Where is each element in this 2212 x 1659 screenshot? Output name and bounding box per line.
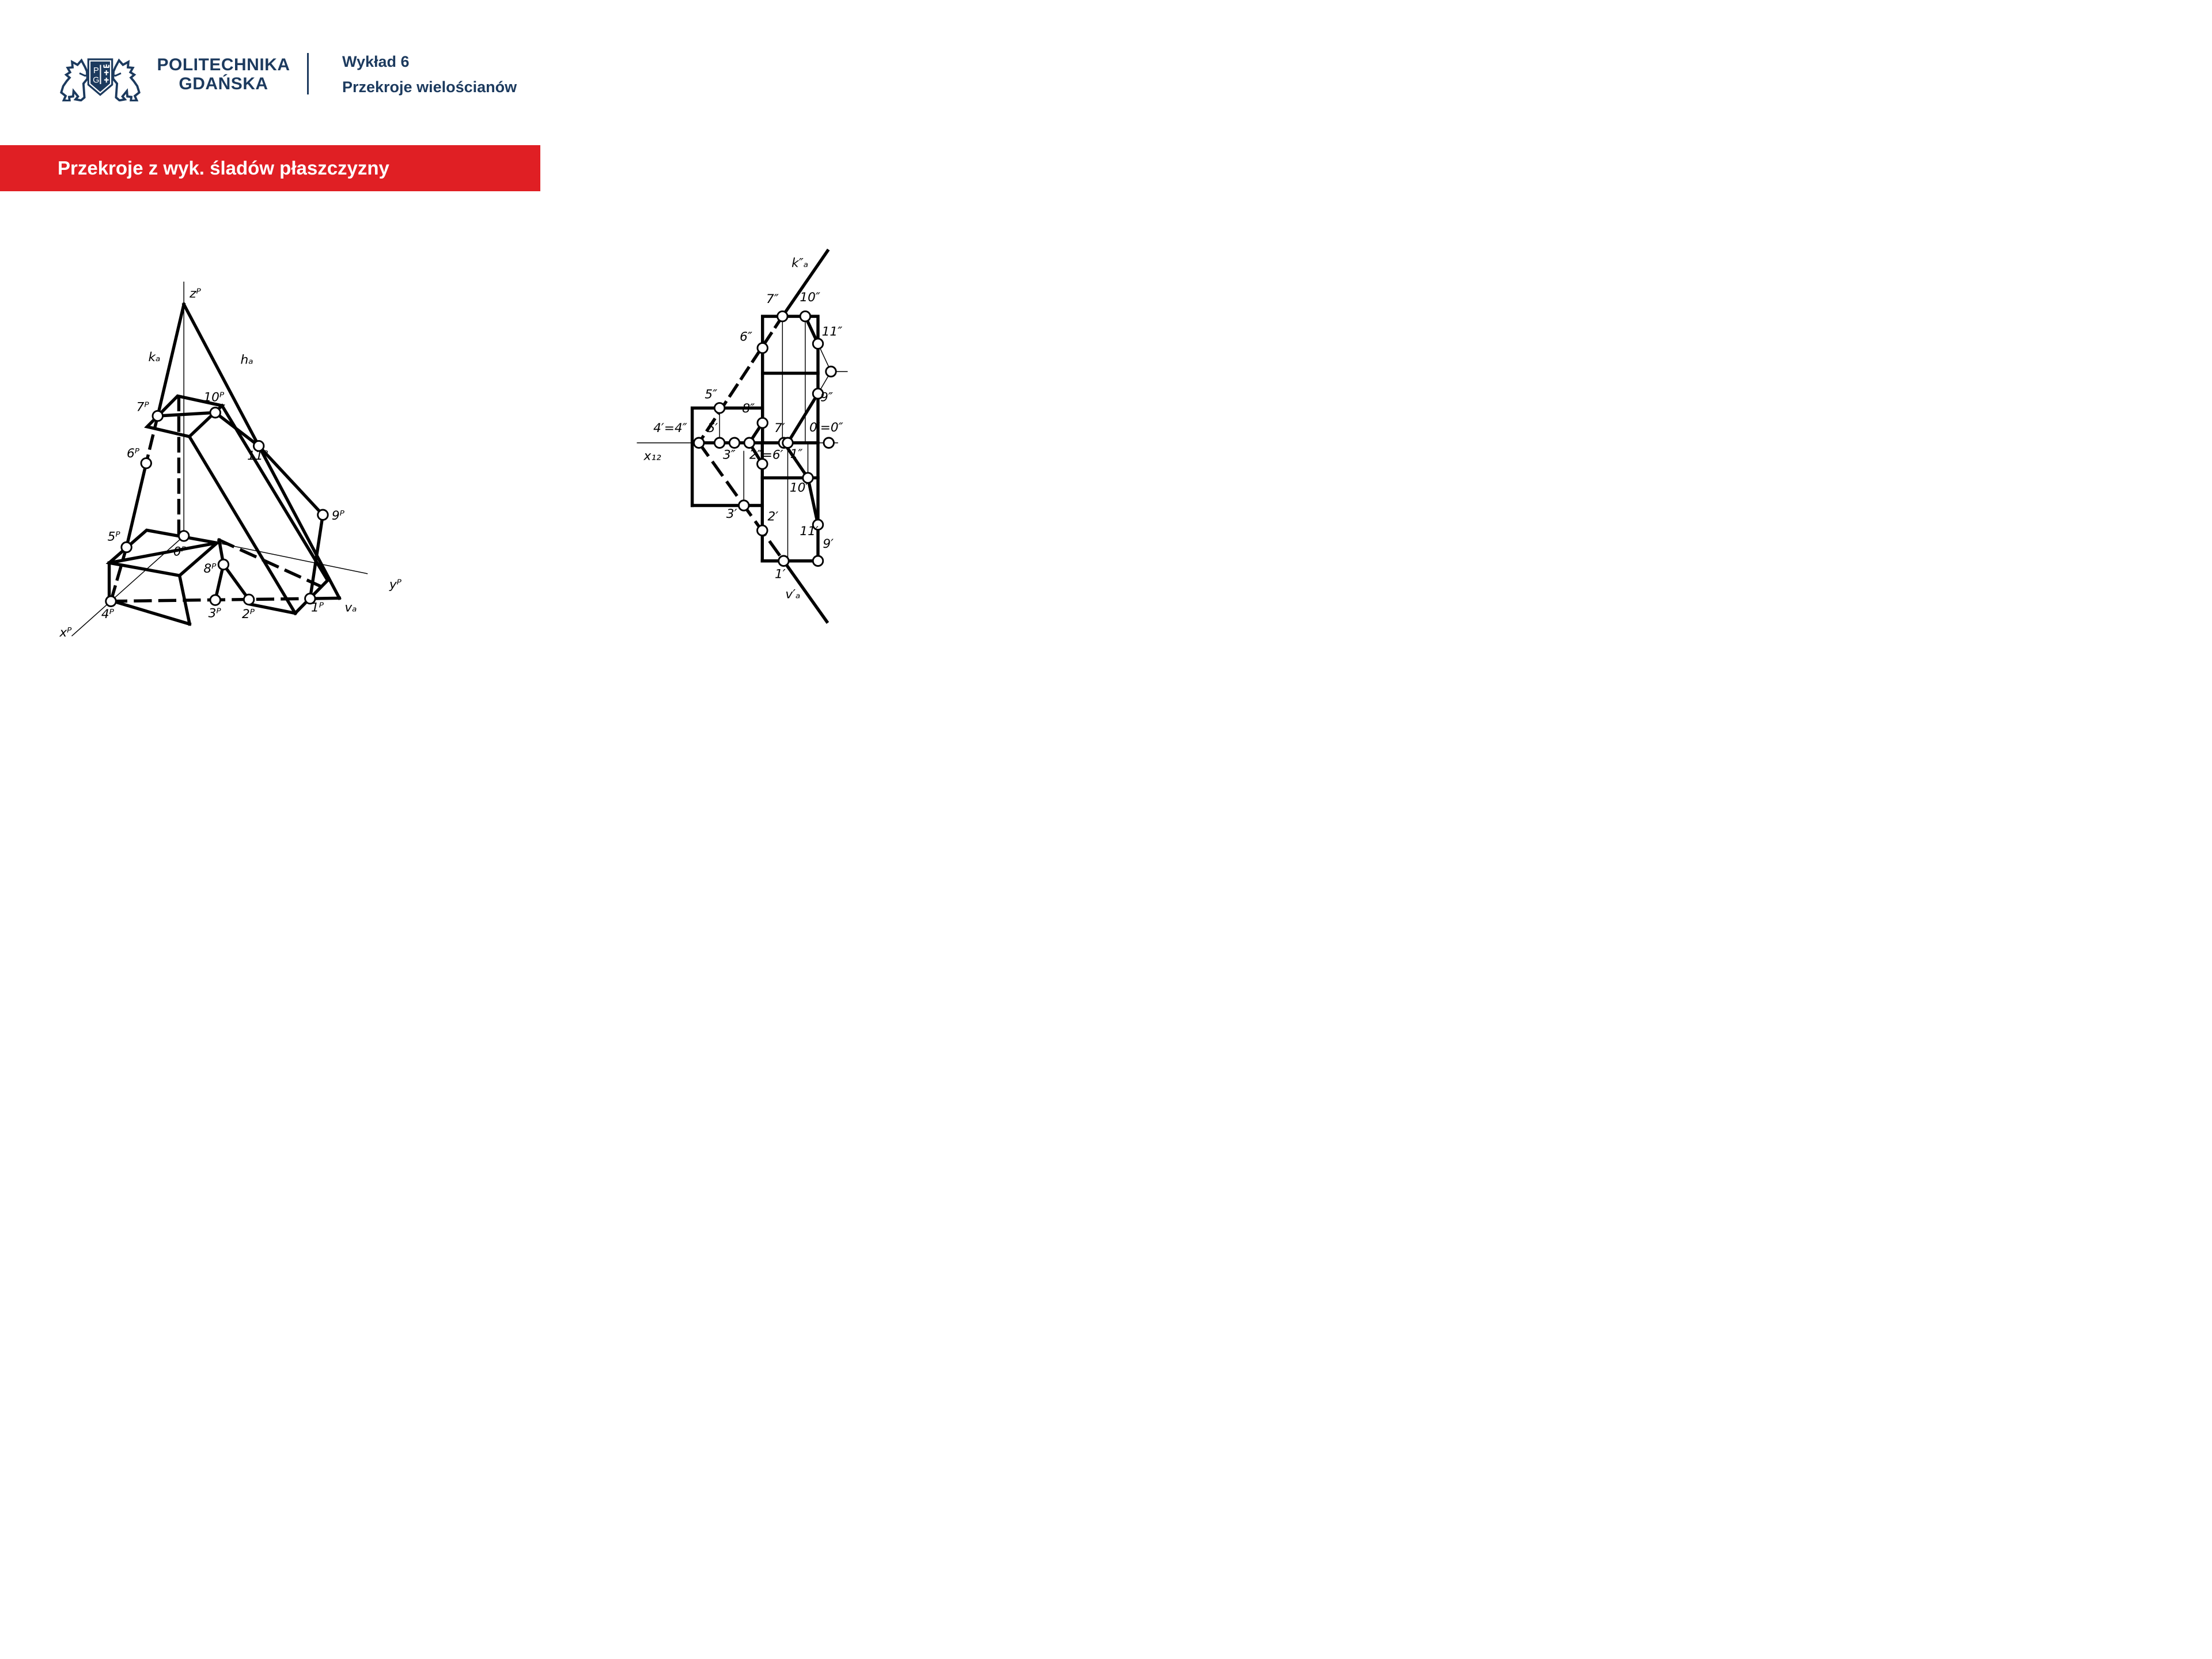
point-label: 7″: [766, 291, 779, 306]
point-label: 11″: [821, 324, 843, 339]
point-label: v′ₐ: [785, 587, 801, 602]
point-marker-3': [739, 501, 749, 511]
point-label: yᴾ: [389, 577, 402, 592]
point-label: 1ᴾ: [311, 600, 324, 615]
point-marker-5P: [122, 542, 132, 552]
point-marker-9P: [318, 510, 328, 520]
point-label: 1″: [790, 447, 803, 461]
low-box-bottom-edge: [109, 600, 190, 624]
point-label: 11ᴾ: [247, 448, 268, 463]
point-marker-7'': [778, 311, 788, 321]
point-marker-6'': [757, 343, 768, 353]
point-label: 10ᴾ: [203, 390, 225, 405]
point-marker-0: [824, 438, 834, 448]
point-marker-3'': [729, 438, 740, 448]
point-label: 3ᴾ: [208, 606, 221, 621]
point-marker-0P: [179, 531, 189, 541]
point-label: xᴾ: [59, 626, 72, 640]
point-marker-2'': [744, 438, 755, 448]
point-label: 8ᴾ: [203, 561, 217, 576]
point-label: 0′=0″: [809, 421, 843, 435]
point-marker-4: [694, 438, 704, 448]
point-label: kₐ: [148, 350, 161, 365]
point-label: 2″=6′: [749, 448, 783, 463]
point-label: hₐ: [240, 353, 253, 368]
point-marker-7P: [153, 411, 163, 421]
tall-box-edge-front: [190, 437, 296, 613]
point-label: 11′: [800, 524, 819, 539]
logo-letter-g: G: [93, 75, 100, 85]
point-label: 8″: [742, 401, 755, 416]
tall-box-bottom-left: [249, 604, 295, 613]
slide: [0, 0, 922, 691]
lecture-subtitle: Przekroje wielościanów: [342, 78, 517, 96]
point-marker-3P: [210, 595, 221, 605]
point-label: 4′=4″: [653, 421, 687, 435]
point-label: 9″: [820, 390, 834, 405]
point-marker-1': [779, 556, 789, 566]
logo-letter-p: P: [93, 66, 99, 76]
point-marker-11'': [813, 339, 823, 349]
point-marker-4P: [106, 596, 116, 607]
axonometric-view: [72, 282, 368, 636]
point-label: 5ᴾ: [107, 529, 120, 544]
point-label: 5″: [704, 387, 718, 402]
lecture-number: Wykład 6: [342, 53, 410, 70]
point-label: 6ᴾ: [127, 446, 140, 461]
point-label: vₐ: [344, 600, 357, 615]
point-marker-6P: [141, 458, 151, 468]
point-marker-10'': [800, 311, 810, 321]
point-label: 7ᴾ: [136, 400, 149, 415]
point-label: 7′: [774, 421, 785, 435]
point-label: x₁₂: [643, 449, 661, 464]
point-marker-8'': [757, 418, 768, 428]
point-label: 10″: [800, 290, 820, 305]
point-marker-10P: [210, 408, 221, 418]
point-label: 9′: [823, 536, 834, 551]
point-label: 3′: [726, 507, 737, 522]
university-name-line2: GDAŃSKA: [179, 74, 268, 93]
point-label: zᴾ: [190, 286, 201, 301]
point-marker-9': [813, 556, 823, 566]
section-10-11: [215, 412, 259, 446]
point-label: 0ᴾ: [173, 544, 186, 559]
university-name-line1: POLITECHNIKA: [157, 55, 290, 74]
point-label: 3″: [723, 448, 736, 463]
section-8-2: [224, 565, 249, 600]
point-marker-5'': [714, 403, 725, 414]
geometry-drawing: [0, 0, 922, 691]
section-9-1-front: [788, 393, 819, 442]
point-marker-2P: [244, 594, 254, 605]
point-label: 1′: [775, 567, 786, 582]
point-label: 10′: [789, 480, 809, 495]
section-title: Przekroje z wyk. śladów płaszczyzny: [58, 157, 389, 179]
point-label: 4ᴾ: [101, 607, 114, 622]
axono-point-markers: [106, 408, 328, 607]
point-marker-5': [714, 438, 725, 448]
point-label: 5′: [707, 421, 718, 435]
point-label: 6″: [740, 329, 753, 344]
point-label: 9ᴾ: [331, 509, 344, 524]
monge-labels: [643, 256, 843, 601]
point-marker-aux0: [826, 366, 836, 377]
point-marker-1'': [783, 438, 793, 448]
point-label: 2ᴾ: [242, 607, 255, 622]
point-label: 2′: [767, 509, 779, 524]
point-marker-8P: [218, 559, 229, 570]
point-label: k″ₐ: [791, 256, 809, 271]
point-marker-2': [757, 525, 768, 536]
section-7-10: [158, 412, 215, 416]
